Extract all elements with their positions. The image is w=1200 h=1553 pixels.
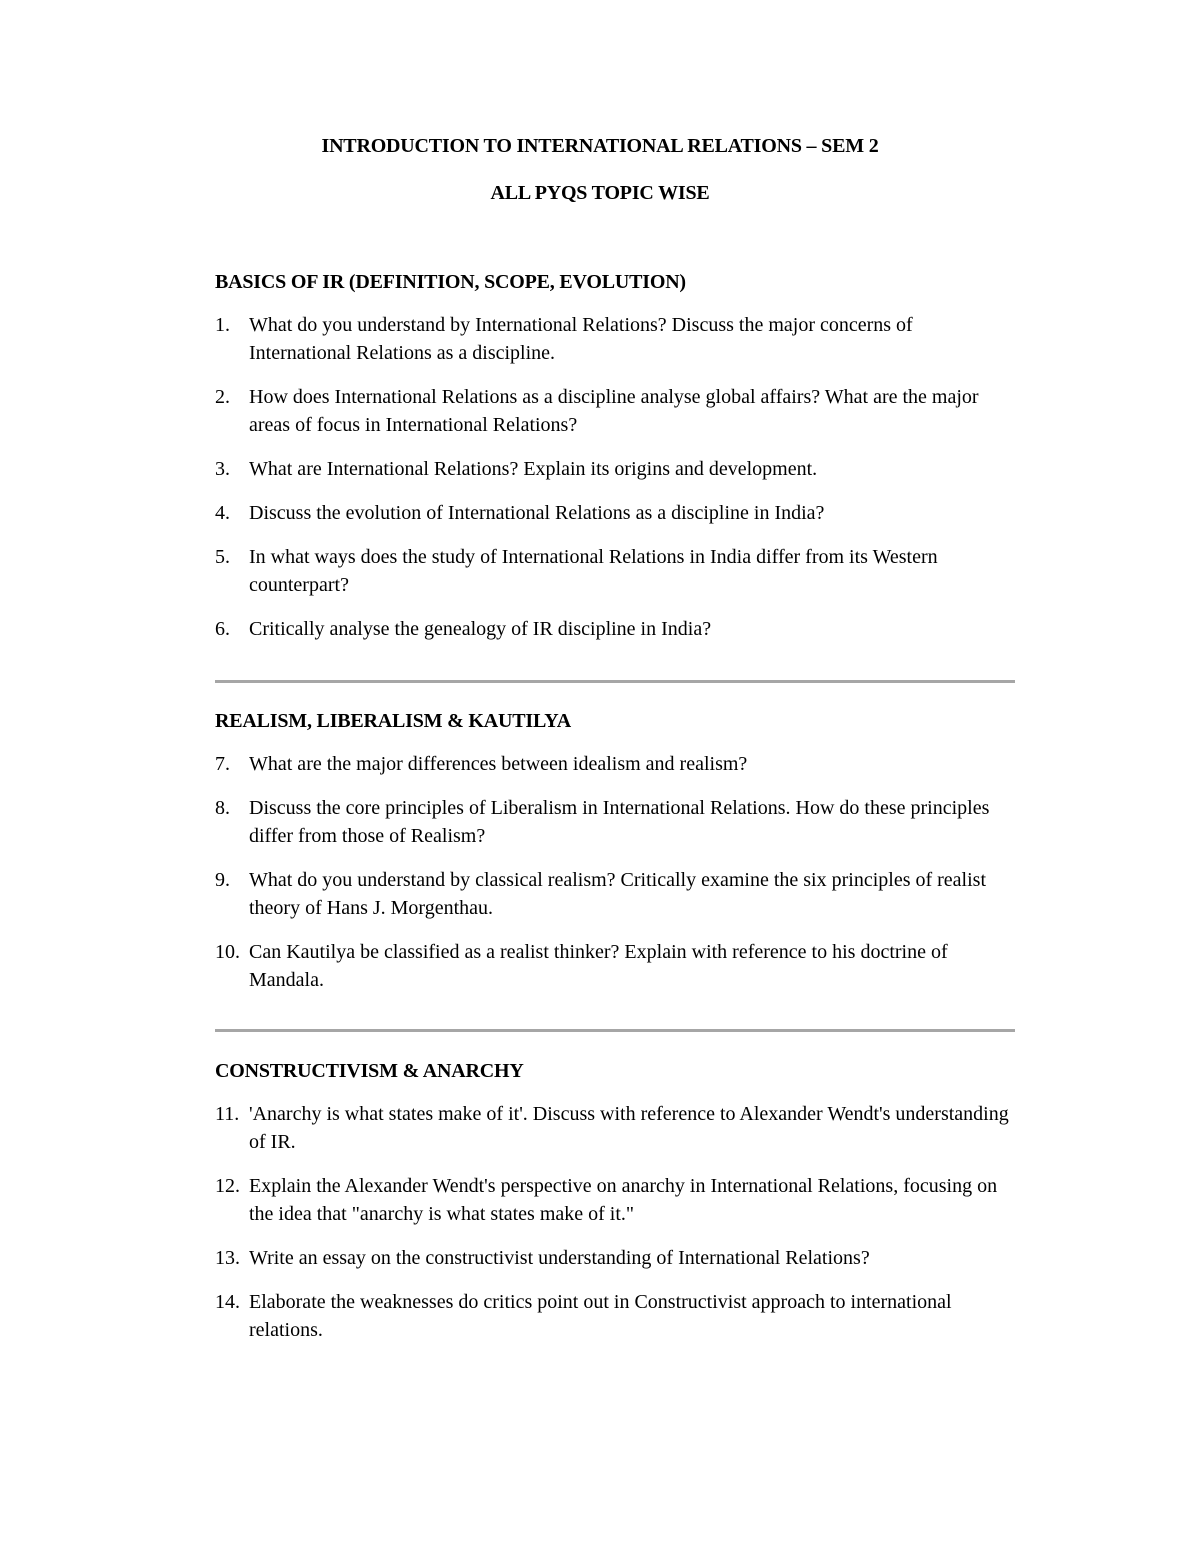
question-text: What are the major differences between idealism and realism? (249, 753, 748, 775)
question-number: 3. (215, 458, 230, 480)
question-text: Explain the Alexander Wendt's perspective on anarchy in International Relations, focusing on the idea that "anarchy is what states make of it." (249, 1175, 998, 1225)
question-number: 12. (215, 1175, 240, 1197)
question-text: Write an essay on the constructivist understanding of International Relations? (249, 1247, 870, 1269)
document-title: INTRODUCTION TO INTERNATIONAL RELATIONS – SEM 2 (321, 135, 879, 157)
section-divider (215, 1029, 1015, 1032)
question-text: Discuss the evolution of International Relations as a discipline in India? (249, 502, 825, 524)
question-list (215, 311, 1015, 643)
question-number: 4. (215, 502, 230, 524)
question-item (215, 1100, 1015, 1156)
question-number: 11. (215, 1103, 240, 1125)
question-item (215, 455, 1015, 483)
question-text: 'Anarchy is what states make of it'. Discuss with reference to Alexander Wendt's understanding of IR. (249, 1103, 1009, 1153)
question-text: In what ways does the study of International Relations in India differ from its Western counterpart? (249, 546, 938, 596)
question-item (215, 750, 1015, 778)
question-text: Elaborate the weaknesses do critics point out in Constructivist approach to international relations. (249, 1291, 952, 1341)
question-list (215, 1100, 1015, 1344)
question-text: Discuss the core principles of Liberalism in International Relations. How do these principles differ from those of Realism? (249, 797, 990, 847)
question-number: 10. (215, 941, 240, 963)
question-text: What do you understand by International Relations? Discuss the major concerns of International Relations as a discipline. (249, 314, 913, 364)
question-number: 8. (215, 797, 230, 819)
document-subtitle: ALL PYQS TOPIC WISE (490, 182, 710, 204)
question-item (215, 1244, 1015, 1272)
section-heading: BASICS OF IR (DEFINITION, SCOPE, EVOLUTION) (215, 271, 686, 293)
question-item (215, 794, 1015, 850)
question-item (215, 938, 1015, 994)
question-item (215, 383, 1015, 439)
question-text: What do you understand by classical realism? Critically examine the six principles of realist theory of Hans J. Morgenthau. (249, 869, 987, 919)
question-number: 6. (215, 618, 230, 640)
question-number: 5. (215, 546, 230, 568)
section-constructivism-anarchy (215, 1057, 1015, 1360)
question-number: 9. (215, 869, 230, 891)
question-text: Critically analyse the genealogy of IR discipline in India? (249, 618, 712, 640)
question-list (215, 750, 1015, 994)
question-item (215, 866, 1015, 922)
question-item (215, 1288, 1015, 1344)
section-divider (215, 680, 1015, 683)
question-text: How does International Relations as a discipline analyse global affairs? What are the major areas of focus in International Relations? (249, 386, 979, 436)
question-number: 1. (215, 314, 230, 336)
question-text: Can Kautilya be classified as a realist thinker? Explain with reference to his doctrine of Mandala. (249, 941, 948, 991)
section-heading: REALISM, LIBERALISM & KAUTILYA (215, 710, 571, 732)
question-number: 2. (215, 386, 230, 408)
question-text: What are International Relations? Explain its origins and development. (249, 458, 818, 480)
question-item (215, 499, 1015, 527)
section-realism-liberalism (215, 707, 1015, 1010)
question-number: 7. (215, 753, 230, 775)
section-basics-of-ir (215, 268, 1015, 659)
question-item (215, 543, 1015, 599)
question-item (215, 1172, 1015, 1228)
question-number: 14. (215, 1291, 240, 1313)
question-item (215, 615, 1015, 643)
section-heading: CONSTRUCTIVISM & ANARCHY (215, 1060, 524, 1082)
question-item (215, 311, 1015, 367)
document-title-block (0, 132, 1200, 207)
question-number: 13. (215, 1247, 240, 1269)
